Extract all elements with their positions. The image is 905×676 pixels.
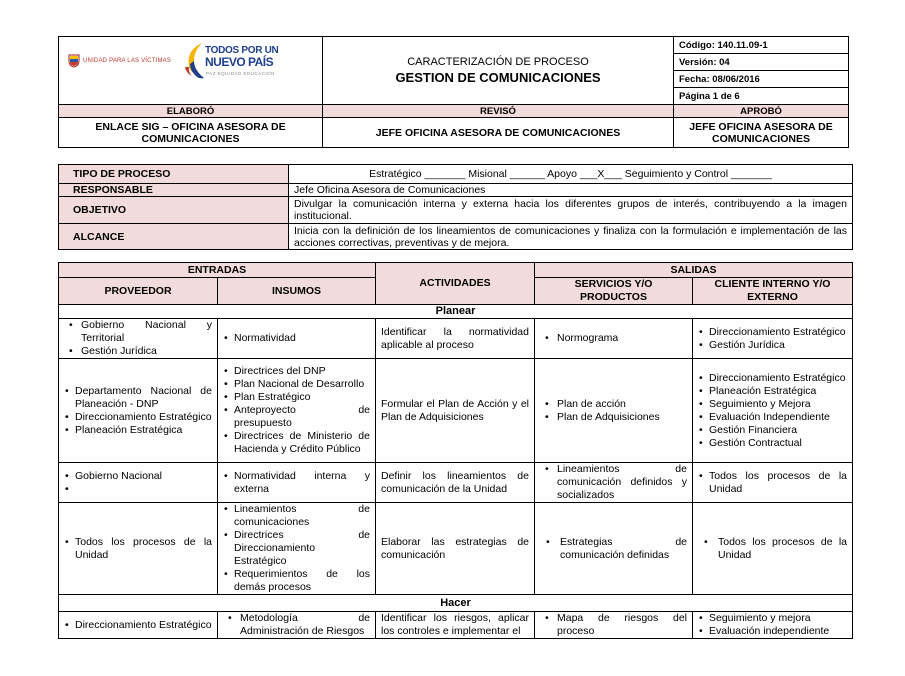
list-item: • Requerimientos de los demás procesos xyxy=(223,568,370,594)
proveedor-cell xyxy=(59,359,218,463)
list-item: • Gestión Contractual xyxy=(698,437,847,450)
servicios-cell xyxy=(535,319,693,359)
colombia-shield-icon xyxy=(68,54,80,68)
unidad-victimas-text: UNIDAD PARA LAS VÍCTIMAS xyxy=(83,58,172,64)
document-header xyxy=(58,36,849,148)
cliente-cell xyxy=(693,319,853,359)
logo-nuevo-pais-text: NUEVO PAÍS xyxy=(205,55,274,69)
list-item: • Direccionamiento Estratégico xyxy=(64,619,212,632)
actividad-cell: Formular el Plan de Acción y el Plan de Adquisiciones xyxy=(376,359,535,463)
list-item: • Todos los procesos de la Unidad xyxy=(698,536,847,562)
logo-todos-text: TODOS POR UN xyxy=(205,45,279,56)
servicios-cell xyxy=(535,463,693,503)
tipo-proceso-value: Estratégico _______ Misional ______ Apoyo ___X___ Seguimiento y Control _______ xyxy=(289,165,853,184)
proveedor-header: PROVEEDOR xyxy=(59,278,218,305)
servicios-cell xyxy=(535,612,693,639)
codigo-field: Código: 140.11.09-1 xyxy=(674,37,849,54)
list-item: • Directrices de Direccionamiento Estratégico xyxy=(223,529,370,568)
list-item: • Metodología de Administración de Riesgos xyxy=(223,612,370,638)
process-activities-table xyxy=(58,262,853,639)
list-item: • Direccionamiento Estratégico xyxy=(698,326,847,339)
reviso-value: JEFE OFICINA ASESORA DE COMUNICACIONES xyxy=(323,118,674,148)
list-item: • Gobierno Nacional y Territorial xyxy=(64,319,212,345)
servicios-cell xyxy=(535,359,693,463)
list-item: • Direccionamiento Estratégico xyxy=(64,411,212,424)
list-item: • Directrices de Ministerio de Hacienda y Crédito Público xyxy=(223,430,370,456)
list-item: • Plan de acción xyxy=(540,398,687,411)
actividad-cell: Definir los lineamientos de comunicación de la Unidad xyxy=(376,463,535,503)
proveedor-cell xyxy=(59,612,218,639)
list-item xyxy=(64,483,212,496)
title-line-1: CARACTERIZACIÓN DE PROCESO xyxy=(407,56,589,68)
insumos-cell xyxy=(218,503,376,595)
table-row xyxy=(59,463,853,503)
list-item: • Normograma xyxy=(540,332,687,345)
phase-hacer: Hacer xyxy=(59,595,853,612)
actividades-header: ACTIVIDADES xyxy=(376,263,535,305)
list-item: • Anteproyecto de presupuesto xyxy=(223,404,370,430)
proveedor-cell xyxy=(59,503,218,595)
cliente-cell xyxy=(693,463,853,503)
list-item: • Lineamientos de comunicación definidos y socializados xyxy=(540,463,687,502)
cliente-header: CLIENTE INTERNO Y/O EXTERNO xyxy=(693,278,853,305)
list-item: • Gestión Financiera xyxy=(698,424,847,437)
list-item: • Direccionamiento Estratégico xyxy=(698,372,847,385)
list-item: • Directrices del DNP xyxy=(223,365,370,378)
aprobo-value: JEFE OFICINA ASESORA DE COMUNICACIONES xyxy=(674,118,849,148)
alcance-value: Inicia con la definición de los lineamientos de comunicaciones y finaliza con la formulación e implementación de las acciones correctivas, preventivas y de mejora. xyxy=(289,224,853,250)
list-item: • Mapa de riesgos del proceso xyxy=(540,612,687,638)
actividad-cell: Identificar la normatividad aplicable al proceso xyxy=(376,319,535,359)
objetivo-label: OBJETIVO xyxy=(59,197,289,224)
table-row xyxy=(59,359,853,463)
elaboro-header: ELABORÓ xyxy=(59,105,323,118)
table-row xyxy=(59,319,853,359)
list-item: • Lineamientos de comunicaciones xyxy=(223,503,370,529)
list-item: • Planeación Estratégica xyxy=(698,385,847,398)
phase-planear: Planear xyxy=(59,305,853,319)
list-item: • Departamento Nacional de Planeación - DNP xyxy=(64,385,212,411)
proveedor-cell xyxy=(59,463,218,503)
list-item: • Seguimiento y mejora xyxy=(698,612,847,625)
table-row xyxy=(59,503,853,595)
elaboro-value: ENLACE SIG – OFICINA ASESORA DE COMUNICACIONES xyxy=(59,118,323,148)
servicios-cell xyxy=(535,503,693,595)
pagina-field: Página 1 de 6 xyxy=(674,88,849,105)
list-item: • Plan de Adquisiciones xyxy=(540,411,687,424)
list-item: • Evaluación Independiente xyxy=(698,411,847,424)
table-row xyxy=(59,612,853,639)
insumos-cell xyxy=(218,359,376,463)
list-item: • Todos los procesos de la Unidad xyxy=(64,536,212,562)
aprobo-header: APROBÓ xyxy=(674,105,849,118)
servicios-header: SERVICIOS Y/O PRODUCTOS xyxy=(535,278,693,305)
actividad-cell: Elaborar las estrategias de comunicación xyxy=(376,503,535,595)
list-item: • Plan Estratégico xyxy=(223,391,370,404)
list-item: • Estrategias de comunicación definidas xyxy=(540,536,687,562)
list-item: • Evaluación independiente xyxy=(698,625,847,638)
fecha-field: Fecha: 08/06/2016 xyxy=(674,71,849,88)
entradas-header: ENTRADAS xyxy=(59,263,376,278)
insumos-cell xyxy=(218,612,376,639)
logo-tagline-text: PAZ EQUIDAD EDUCACIÓN xyxy=(206,71,275,76)
alcance-label: ALCANCE xyxy=(59,224,289,250)
tipo-proceso-label: TIPO DE PROCESO xyxy=(59,165,289,184)
reviso-header: REVISÓ xyxy=(323,105,674,118)
objetivo-value: Divulgar la comunicación interna y externa hacia los diferentes grupos de interés, contribuyendo a la imagen institucional. xyxy=(289,197,853,224)
responsable-label: RESPONSABLE xyxy=(59,184,289,197)
process-info-table xyxy=(58,164,853,250)
insumos-header: INSUMOS xyxy=(218,278,376,305)
version-field: Versión: 04 xyxy=(674,54,849,71)
title-line-2: GESTION DE COMUNICACIONES xyxy=(395,70,601,85)
list-item: • Normatividad interna y externa xyxy=(223,470,370,496)
list-item: • Plan Nacional de Desarrollo xyxy=(223,378,370,391)
list-item: • Normatividad xyxy=(223,332,370,345)
list-item: • Planeación Estratégica xyxy=(64,424,212,437)
responsable-value: Jefe Oficina Asesora de Comunicaciones xyxy=(289,184,853,197)
insumos-cell xyxy=(218,463,376,503)
salidas-header: SALIDAS xyxy=(535,263,853,278)
proveedor-cell xyxy=(59,319,218,359)
nuevo-pais-swoosh-icon xyxy=(180,40,206,84)
unidad-victimas-logo xyxy=(68,54,171,68)
list-item: • Gestión Jurídica xyxy=(64,345,212,358)
cliente-cell xyxy=(693,612,853,639)
list-item: • Todos los procesos de la Unidad xyxy=(698,470,847,496)
document-title xyxy=(323,37,674,105)
list-item: • Gestión Jurídica xyxy=(698,339,847,352)
todos-por-un-nuevo-pais-logo xyxy=(180,40,280,86)
actividad-cell: Identificar los riesgos, aplicar los controles e implementar el xyxy=(376,612,535,639)
logos-cell xyxy=(59,37,323,105)
cliente-cell xyxy=(693,503,853,595)
insumos-cell xyxy=(218,319,376,359)
cliente-cell xyxy=(693,359,853,463)
list-item: • Seguimiento y Mejora xyxy=(698,398,847,411)
list-item: • Gobierno Nacional xyxy=(64,470,212,483)
